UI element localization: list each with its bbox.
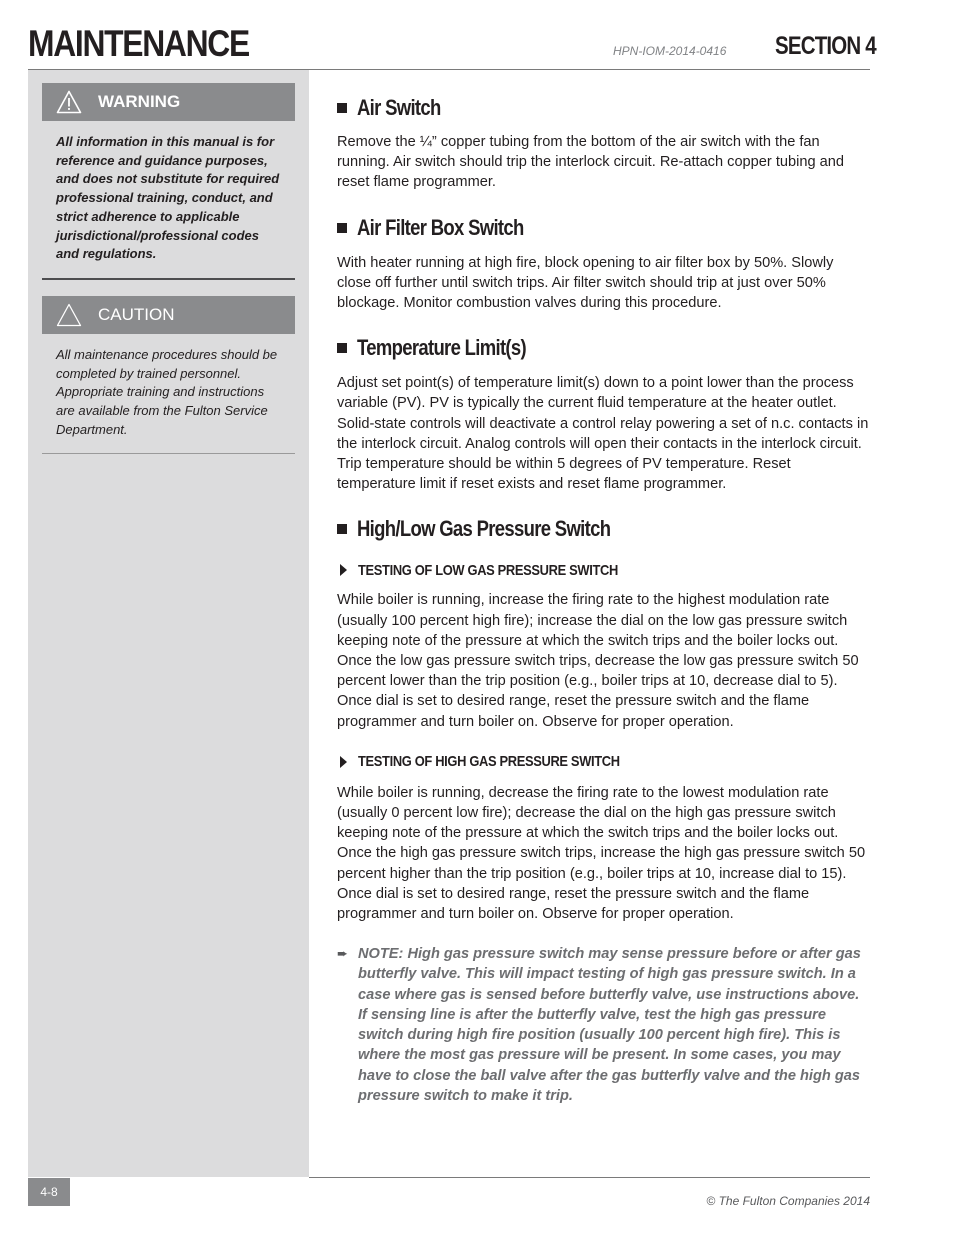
warning-label: WARNING: [98, 92, 181, 111]
warning-triangle-icon: [56, 90, 82, 114]
arrow-bullet-icon: [340, 756, 347, 768]
heading-air-filter-box-switch: Air Filter Box Switch: [337, 212, 871, 244]
temperature-text: Adjust set point(s) of temperature limit(s) down to a point lower than the process variable (PV). PV is typically the current fluid temperature at the heater outlet. Solid-state controls will deactivate a control relay powering a set of n.c. contacts in the interlock circuit. Analog controls will open their contacts in the interlock circuit. Trip temperature should be within 5 degrees of PV temperature. Reset temperature limit if reset exists and reset flame programmer.: [337, 375, 869, 493]
warning-text: All information in this manual is for reference and guidance purposes, and does not substitute for required professional training, conduct, and strict adherence to applicable jurisdictional/professional codes and regulations.: [56, 134, 280, 262]
page-number: 4-8: [28, 1178, 70, 1206]
high-gas-text: While boiler is running, decrease the firing rate to the lowest modulation rate (usually 0 percent low fire); decrease the dial on the high gas pressure switch keeping note of the pressure at which the switch trips and the boiler locks out. Once the high gas pressure switch trips, increase the high gas pressure switch 50 percent higher than the trip position (e.g., boiler trips at 10, increase dial to 15). Once dial is set to desired range, reset the pressure switch and the flame programmer and turn boiler on. Observe for proper operation.: [337, 784, 866, 923]
warning-header: [42, 83, 295, 121]
caution-header: [42, 296, 295, 334]
arrow-bullet-icon: [340, 564, 347, 576]
bullet-square-icon: [337, 524, 347, 534]
air-switch-text: Remove the ¼” copper tubing from the bottom of the air switch with the fan running. Air switch should trip the interlock circuit. Re-attach copper tubing and reset flame programmer.: [337, 134, 844, 191]
copyright: © The Fulton Companies 2014: [706, 1194, 870, 1208]
document-code: HPN-IOM-2014-0416: [613, 44, 727, 58]
bullet-square-icon: [337, 223, 347, 233]
sidebar-divider: [42, 453, 295, 454]
footer-divider: [309, 1177, 870, 1178]
caution-triangle-icon: [56, 303, 82, 327]
low-gas-text: While boiler is running, increase the firing rate to the highest modulation rate (usually 100 percent high fire); increase the dial on the low gas pressure switch keeping note of the pressure at which the switch trips and the boiler locks out. Once the low gas pressure switch trips, decrease the low gas pressure switch 50 percent lower than the trip position (e.g., boiler trips at 10, decrease dial to 5). Once dial is set to desired range, reset the pressure switch and the flame programmer and turn boiler on. Observe for proper operation.: [337, 592, 859, 730]
heading-temperature-limits: Temperature Limit(s): [337, 332, 871, 364]
subheading-high-gas: TESTING OF HIGH GAS PRESSURE SWITCH: [337, 750, 871, 774]
caution-text: All maintenance procedures should be completed by trained personnel. Appropriate training and instructions are available from the Fulton Service Department.: [56, 347, 278, 437]
main-content: [337, 92, 871, 1106]
air-filter-text: With heater running at high fire, block opening to air filter box by 50%. Slowly close off further until switch trips. Air filter switch should trip at just over 50% blockage. Monitor combustion valves during this procedure.: [337, 254, 834, 312]
sidebar-divider: [42, 278, 295, 280]
note-callout: [337, 944, 871, 1106]
bullet-square-icon: [337, 343, 347, 353]
subheading-low-gas: TESTING OF LOW GAS PRESSURE SWITCH: [337, 558, 871, 582]
caution-label: CAUTION: [98, 305, 175, 324]
note-text: NOTE: High gas pressure switch may sense pressure before or after gas butterfly valve. This will impact testing of high gas pressure switch. In a case where gas is sensed before butterfly valve, use instructions above. If sensing line is after the butterfly valve, test the high gas pressure switch during high fire position (usually 100 percent high fire). This is where the most gas pressure will be present. In some cases, you may have to close the ball valve after the gas butterfly valve and the high gas pressure switch to make it trip.: [358, 946, 861, 1104]
pointing-hand-icon: ➨: [337, 946, 348, 962]
heading-gas-pressure-switch: High/Low Gas Pressure Switch: [337, 513, 871, 545]
page-title: MAINTENANCE: [28, 23, 249, 64]
section-label: SECTION 4: [775, 32, 876, 60]
heading-air-switch: Air Switch: [337, 92, 871, 124]
bullet-square-icon: [337, 103, 347, 113]
